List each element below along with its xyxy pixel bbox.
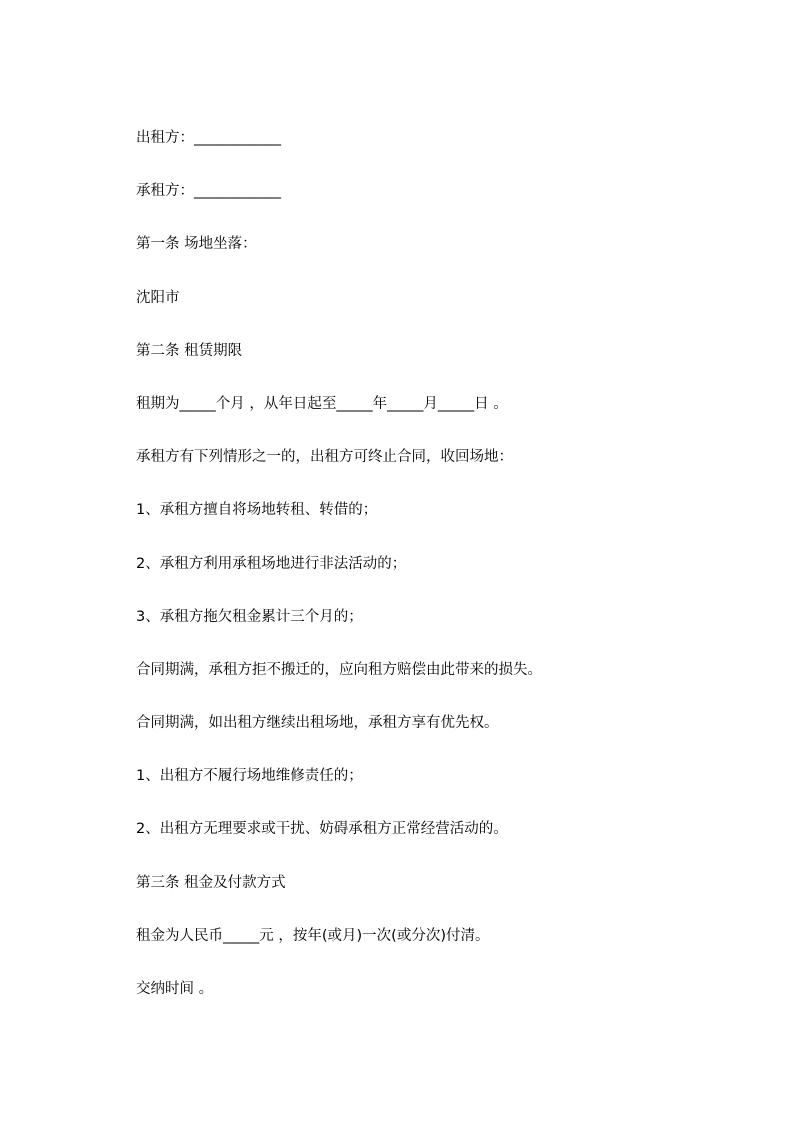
payment-time-text: 交纳时间 。 — [136, 981, 214, 997]
termination-conditions-text: 承租方有下列情形之一的，出租方可终止合同，收回场地： — [136, 449, 513, 466]
lessor-line: 出租方：____________ — [136, 130, 281, 146]
document-body — [136, 128, 756, 1032]
article-2-heading: 第二条 租赁期限 — [136, 342, 243, 359]
condition-item-2: 2、承租方利用承租场地进行非法活动的； — [136, 555, 407, 572]
rent-amount-text: 租金为人民币_____元 ，按年(或月)一次(或分次)付清。 — [136, 927, 490, 944]
lessor-item-1: 1、出租方不履行场地维修责任的； — [136, 768, 363, 785]
lease-term-text: 租期为_____个月 ，从年日起至_____年_____月_____日 。 — [136, 395, 508, 412]
condition-item-1: 1、承租方擅自将场地转租、转借的； — [136, 502, 378, 519]
condition-item-3: 3、承租方拖欠租金累计三个月的； — [136, 608, 363, 625]
article-1-heading: 第一条 场地坐落： — [136, 236, 257, 253]
location-text: 沈阳市 — [136, 289, 180, 306]
priority-right-text: 合同期满，如出租方继续出租场地，承租方享有优先权。 — [136, 715, 499, 732]
expiry-compensation-text: 合同期满，承租方拒不搬迁的，应向租方赔偿由此带来的损失。 — [136, 661, 542, 678]
lessor-item-2: 2、出租方无理要求或干扰、妨碍承租方正常经营活动的。 — [136, 821, 508, 838]
lessee-line: 承租方：____________ — [136, 183, 281, 200]
article-3-heading: 第三条 租金及付款方式 — [136, 874, 286, 891]
